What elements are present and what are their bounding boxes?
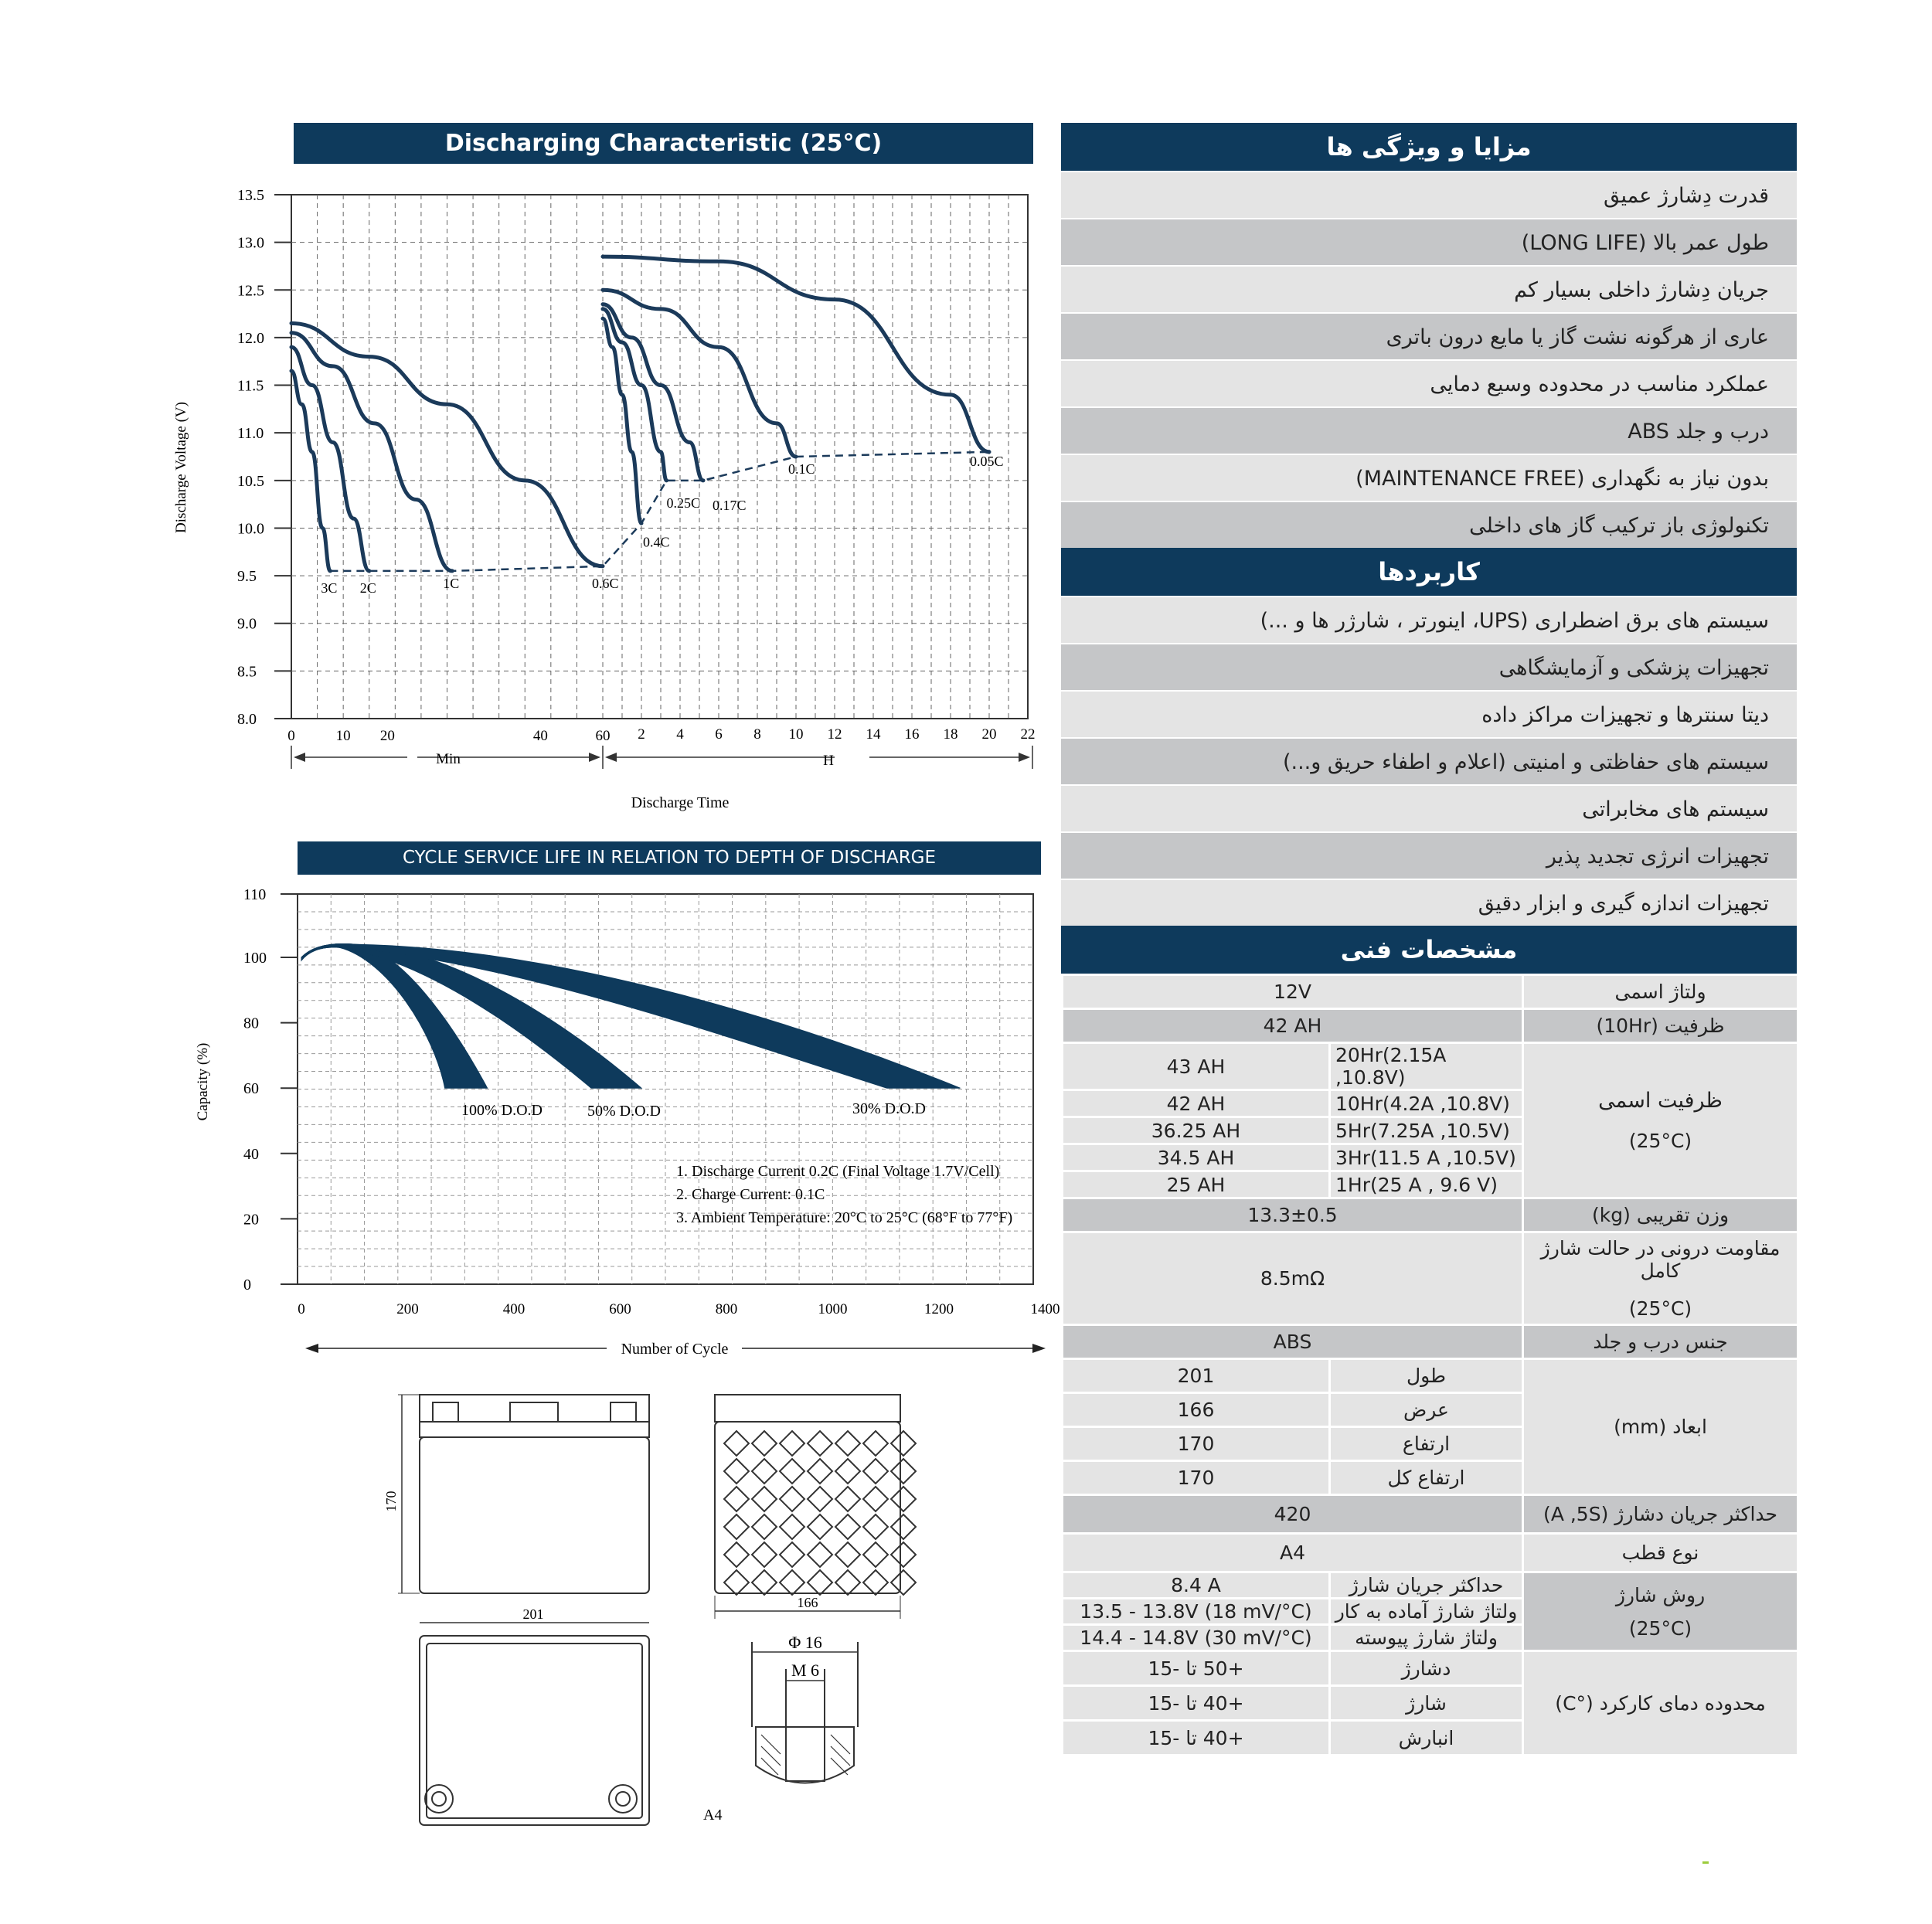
weight-label: وزن تقریبی (kg): [1523, 1198, 1798, 1232]
lattice-cell: [752, 1459, 777, 1484]
list-item: قدرت دِشارژ عمیق: [1061, 171, 1797, 218]
dimension-value: 166: [1063, 1393, 1330, 1427]
cycle-chart: [178, 881, 1060, 1375]
discharge-x-axis-label: Discharge Time: [631, 794, 730, 811]
x-tick-label: 10: [335, 728, 351, 744]
y-tick-label: 10.0: [237, 520, 264, 538]
list-item: دیتا سنترها و تجهیزات مراکز داده: [1061, 690, 1797, 737]
right-column: [1061, 123, 1797, 1756]
x-tick-label: 16: [904, 726, 920, 743]
max-discharge-value: 420: [1063, 1495, 1523, 1534]
lattice-cell: [835, 1514, 860, 1539]
nominal-voltage-value: 12V: [1063, 975, 1523, 1009]
end-voltage-line: [330, 452, 989, 571]
discharge-curve-3C: [291, 371, 330, 571]
dim-width: 166: [797, 1595, 818, 1610]
cycle-band-label-30: 30% D.O.D: [852, 1100, 926, 1117]
discharge-h-label: H: [823, 753, 834, 769]
rated-capacity-label: ظرفیت اسمی (25°C): [1523, 1043, 1798, 1198]
x-tick-label: 1000: [818, 1301, 848, 1317]
x-tick-label: 1200: [924, 1301, 954, 1317]
lattice-cell: [780, 1570, 804, 1595]
cycle-chart-title: CYCLE SERVICE LIFE IN RELATION TO DEPTH OF DISCHARGE: [298, 841, 1041, 875]
y-tick-label: 20: [243, 1211, 259, 1229]
discharge-curve-1C: [291, 333, 452, 571]
list-item: عملکرد مناسب در محدوده وسیع دمایی: [1061, 359, 1797, 406]
cycle-note-1: 1. Discharge Current 0.2C (Final Voltage 1.7V/Cell): [676, 1163, 1000, 1180]
list-item: جریان دِشارژ داخلی بسیار کم: [1061, 265, 1797, 312]
case-material-label: جنس درب و جلد: [1523, 1325, 1798, 1359]
dimension-name: ارتفاع کل: [1330, 1461, 1523, 1495]
y-tick-label: 40: [243, 1145, 259, 1163]
dimension-value: 170: [1063, 1427, 1330, 1461]
discharge-curve-2C: [291, 347, 369, 571]
lattice-cell: [891, 1514, 916, 1539]
x-tick-label: 60: [595, 728, 611, 744]
rated-capacity-value: 36.25 AH: [1063, 1117, 1330, 1144]
y-tick-label: 13.5: [237, 187, 264, 204]
lattice-cell: [808, 1431, 832, 1456]
discharge-curve-0.05C: [603, 257, 989, 452]
y-tick-label: 10.5: [237, 472, 264, 490]
lattice-cell: [724, 1542, 749, 1567]
rated-capacity-value: 34.5 AH: [1063, 1144, 1330, 1171]
resistance-value: 8.5mΩ: [1063, 1232, 1523, 1325]
curve-label: 0.17C: [713, 497, 747, 513]
y-tick-label: 9.5: [237, 568, 257, 586]
y-tick-label: 9.0: [237, 615, 257, 633]
dim-m: M 6: [791, 1661, 820, 1680]
applications-list: [1061, 596, 1797, 926]
dimension-value: 201: [1063, 1359, 1330, 1393]
x-tick-label: 12: [827, 726, 842, 743]
dimension-name: طول: [1330, 1359, 1523, 1393]
lattice-cell: [752, 1514, 777, 1539]
x-tick-label: 22: [1020, 726, 1036, 743]
lattice-cell: [752, 1487, 777, 1511]
rated-capacity-value: 25 AH: [1063, 1171, 1330, 1198]
specs-title: مشخصات فنی: [1061, 926, 1797, 974]
list-item: عاری از هرگونه نشت گاز یا مایع درون باتری: [1061, 312, 1797, 359]
lattice-cell: [891, 1487, 916, 1511]
lattice-cell: [863, 1514, 888, 1539]
x-tick-label: 0: [298, 1301, 305, 1317]
temp-range-value: +40 تا -15: [1063, 1686, 1330, 1721]
y-tick-label: 11.5: [237, 377, 264, 395]
temp-range-name: دشارژ: [1330, 1651, 1523, 1686]
lattice-cell: [752, 1431, 777, 1456]
cycle-note-2: 2. Charge Current: 0.1C: [676, 1186, 825, 1203]
lattice-cell: [724, 1514, 749, 1539]
x-tick-label: 8: [753, 726, 761, 743]
cycle-band-label-50: 50% D.O.D: [587, 1103, 661, 1120]
charge-value: 14.4 - 14.8V (30 mV/°C): [1063, 1625, 1330, 1651]
lattice-cell: [835, 1570, 860, 1595]
rated-capacity-value: 42 AH: [1063, 1090, 1330, 1117]
curve-label: 0.4C: [643, 534, 670, 550]
case-material-value: ABS: [1063, 1325, 1523, 1359]
lattice-cell: [780, 1459, 804, 1484]
y-tick-label: 13.0: [237, 234, 264, 252]
lattice-cell: [835, 1431, 860, 1456]
cycle-x-axis-label: Number of Cycle: [621, 1341, 729, 1358]
charge-value: 8.4 A: [1063, 1572, 1330, 1599]
x-tick-label: 600: [609, 1301, 631, 1317]
y-tick-label: 110: [243, 886, 267, 903]
lattice-cell: [863, 1431, 888, 1456]
dod-band-100: [301, 943, 488, 1088]
cycle-note-3: 3. Ambient Temperature: 20°C to 25°C (68°F to 77°F): [676, 1209, 1013, 1226]
lattice-cell: [835, 1459, 860, 1484]
y-tick-label: 100: [243, 950, 267, 967]
y-tick-label: 8.0: [237, 711, 257, 728]
lattice-cell: [808, 1570, 832, 1595]
applications-title: کاربردها: [1061, 548, 1797, 596]
curve-label: 0.1C: [788, 461, 815, 477]
features-title: مزایا و ویژگی ها: [1061, 123, 1797, 171]
x-tick-label: 400: [502, 1301, 526, 1317]
list-item: بدون نیاز به نگهداری (MAINTENANCE FREE): [1061, 454, 1797, 501]
list-item: طول عمر بالا (LONG LIFE): [1061, 218, 1797, 265]
charge-method-label: روش شارژ (25°C): [1523, 1572, 1798, 1651]
y-tick-label: 60: [243, 1080, 259, 1098]
curve-label: 2C: [359, 580, 376, 596]
dim-length: 201: [522, 1606, 544, 1622]
rated-capacity-condition: 20Hr(2.15A ,10.8V): [1330, 1043, 1523, 1090]
temp-range-value: +40 تا -15: [1063, 1721, 1330, 1756]
decorative-dash: [1702, 1861, 1709, 1864]
list-item: درب و جلد ABS: [1061, 406, 1797, 454]
rated-capacity-condition: 10Hr(4.2A ,10.8V): [1330, 1090, 1523, 1117]
lattice-cell: [780, 1431, 804, 1456]
x-tick-label: 0: [287, 728, 295, 744]
temp-range-value: +50 تا -15: [1063, 1651, 1330, 1686]
terminal-value: A4: [1063, 1534, 1523, 1572]
curve-label: 3C: [321, 580, 338, 596]
lattice-cell: [891, 1431, 916, 1456]
discharge-curve-0.17C: [603, 304, 703, 481]
lattice-cell: [891, 1570, 916, 1595]
rated-capacity-condition: 5Hr(7.25A ,10.5V): [1330, 1117, 1523, 1144]
temp-range-name: انبارش: [1330, 1721, 1523, 1756]
charge-value: 13.5 - 13.8V (18 mV/°C): [1063, 1599, 1330, 1625]
specs-table: [1061, 974, 1799, 1756]
curve-label: 0.6C: [592, 575, 619, 591]
nominal-voltage-label: ولتاژ اسمی: [1523, 975, 1798, 1009]
lattice-cell: [724, 1431, 749, 1456]
lattice-cell: [863, 1542, 888, 1567]
lattice-cell: [752, 1542, 777, 1567]
x-tick-label: 800: [715, 1301, 738, 1317]
temp-range-name: شارژ: [1330, 1686, 1523, 1721]
x-tick-label: 6: [715, 726, 723, 743]
discharge-min-label: Min: [436, 751, 461, 767]
curve-label: 0.25C: [666, 495, 701, 511]
lattice-cell: [780, 1542, 804, 1567]
x-tick-label: 4: [676, 726, 684, 743]
capacity-10hr-value: 42 AH: [1063, 1009, 1523, 1043]
charge-name: ولتاژ شارژ پیوسته: [1330, 1625, 1523, 1651]
lattice-cell: [808, 1459, 832, 1484]
dimension-name: عرض: [1330, 1393, 1523, 1427]
rated-capacity-condition: 1Hr(25 A , 9.6 V): [1330, 1171, 1523, 1198]
lattice-cell: [724, 1570, 749, 1595]
y-tick-label: 8.5: [237, 663, 257, 681]
dimension-name: ارتفاع: [1330, 1427, 1523, 1461]
curve-label: 0.05C: [970, 453, 1004, 469]
discharge-chart: [162, 170, 1051, 827]
discharge-chart-title: Discharging Characteristic (25°C): [294, 123, 1033, 164]
dod-band-30: [301, 943, 961, 1088]
cycle-band-label-100: 100% D.O.D: [461, 1102, 543, 1119]
lattice-cell: [780, 1514, 804, 1539]
lattice-cell: [891, 1542, 916, 1567]
list-item: تجهیزات پزشکی و آزمایشگاهی: [1061, 643, 1797, 690]
lattice-cell: [835, 1542, 860, 1567]
y-tick-label: 12.5: [237, 282, 264, 300]
charge-name: حداکثر جریان شارژ: [1330, 1572, 1523, 1599]
list-item: تکنولوژی باز ترکیب گاز های داخلی: [1061, 501, 1797, 548]
list-item: سیستم های مخابراتی: [1061, 784, 1797, 831]
y-tick-label: 0: [243, 1276, 251, 1293]
rated-capacity-value: 43 AH: [1063, 1043, 1330, 1090]
x-tick-label: 1400: [1030, 1301, 1060, 1317]
x-tick-label: 10: [788, 726, 804, 743]
cycle-y-axis-label: Capacity (%): [195, 1042, 211, 1121]
lattice-cell: [808, 1487, 832, 1511]
lattice-cell: [724, 1459, 749, 1484]
dim-height: 170: [383, 1491, 399, 1512]
capacity-10hr-label: ظرفیت (10Hr): [1523, 1009, 1798, 1043]
operating-temp-label: محدوده دمای کارکرد (°C): [1523, 1651, 1798, 1756]
lattice-cell: [752, 1570, 777, 1595]
list-item: تجهیزات اندازه گیری و ابزار دقیق: [1061, 879, 1797, 926]
list-item: سیستم های برق اضطراری (UPS، اینورتر ، شارژر ها و ...): [1061, 596, 1797, 643]
x-tick-label: 40: [532, 728, 548, 744]
terminal-type-label: A4: [703, 1807, 723, 1824]
discharge-y-axis-label: Discharge Voltage (V): [173, 402, 189, 533]
lattice-cell: [863, 1459, 888, 1484]
max-discharge-label: حداکثر جریان دشارژ (A ,5S): [1523, 1495, 1798, 1534]
lattice-cell: [780, 1487, 804, 1511]
rated-capacity-condition: 3Hr(11.5 A ,10.5V): [1330, 1144, 1523, 1171]
charge-name: ولتاژ شارژ آماده به کار: [1330, 1599, 1523, 1625]
lattice-cell: [863, 1570, 888, 1595]
y-tick-label: 11.0: [237, 425, 264, 443]
lattice-cell: [724, 1487, 749, 1511]
dimension-value: 170: [1063, 1461, 1330, 1495]
lattice-cell: [808, 1514, 832, 1539]
y-tick-label: 80: [243, 1015, 259, 1032]
resistance-label: مقاومت درونی در حالت شارژ کامل (25°C): [1523, 1232, 1798, 1325]
x-tick-label: 20: [379, 728, 395, 744]
x-tick-label: 18: [943, 726, 958, 743]
lattice-cell: [835, 1487, 860, 1511]
lattice-cell: [808, 1542, 832, 1567]
x-tick-label: 2: [638, 726, 645, 743]
list-item: تجهیزات انرژی تجدید پذیر: [1061, 831, 1797, 879]
list-item: سیستم های حفاظتی و امنیتی (اعلام و اطفاء حریق و...): [1061, 737, 1797, 784]
battery-dimension-drawing: [379, 1387, 935, 1843]
x-tick-label: 200: [396, 1301, 419, 1317]
dimensions-label: ابعاد (mm): [1523, 1359, 1798, 1495]
x-tick-label: 20: [981, 726, 997, 743]
lattice-cell: [891, 1459, 916, 1484]
y-tick-label: 12.0: [237, 329, 264, 347]
features-list: [1061, 171, 1797, 548]
dim-phi: Φ 16: [788, 1633, 822, 1652]
lattice-cell: [863, 1487, 888, 1511]
terminal-label: نوع قطب: [1523, 1534, 1798, 1572]
x-tick-label: 14: [866, 726, 881, 743]
curve-label: 1C: [443, 575, 460, 591]
weight-value: 13.3±0.5: [1063, 1198, 1523, 1232]
